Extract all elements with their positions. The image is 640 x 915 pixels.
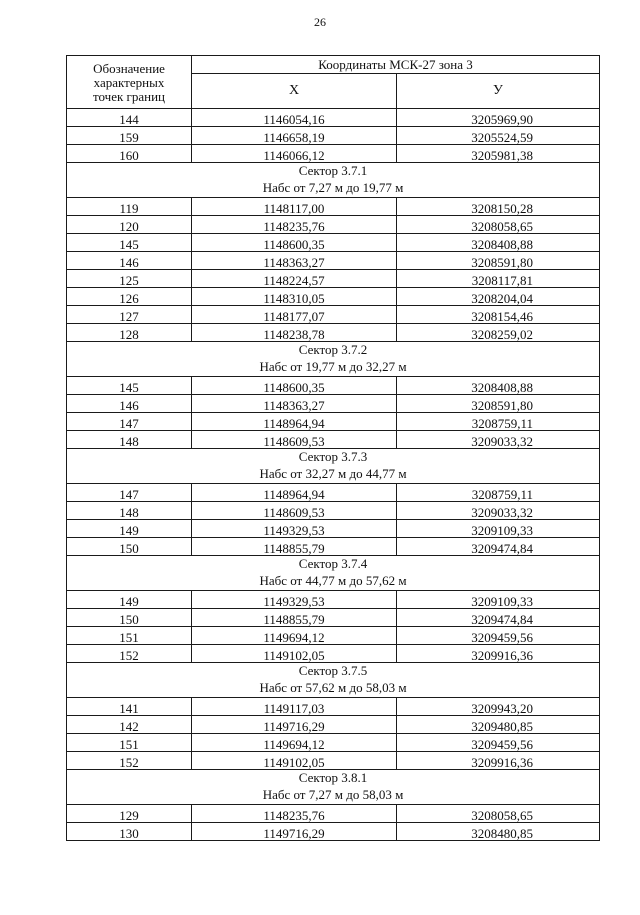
sector-title: Сектор 3.7.1 xyxy=(298,163,368,179)
y-coordinate-cell: 3208058,65 xyxy=(397,805,600,823)
x-coordinate-cell: 1148117,00 xyxy=(192,198,397,216)
point-cell: 126 xyxy=(67,288,192,306)
y-coordinate-cell: 3208759,11 xyxy=(397,413,600,431)
sector-title: Сектор 3.7.4 xyxy=(298,556,368,572)
y-coordinate-cell: 3205969,90 xyxy=(397,109,600,127)
sector-title: Сектор 3.7.3 xyxy=(298,449,368,465)
y-coordinate-cell: 3208408,88 xyxy=(397,234,600,252)
point-cell: 150 xyxy=(67,538,192,556)
y-coordinate-cell: 3208480,85 xyxy=(397,823,600,841)
point-cell: 125 xyxy=(67,270,192,288)
y-coordinate-cell: 3208591,80 xyxy=(397,252,600,270)
sector-heading xyxy=(67,342,600,377)
table-row xyxy=(67,734,600,752)
point-cell: 129 xyxy=(67,805,192,823)
point-cell: 159 xyxy=(67,127,192,145)
point-cell: 145 xyxy=(67,234,192,252)
sector-height-range: Набс от 7,27 м до 19,77 м xyxy=(262,180,404,195)
x-coordinate-cell: 1148600,35 xyxy=(192,234,397,252)
y-coordinate-cell: 3209480,85 xyxy=(397,716,600,734)
point-cell: 152 xyxy=(67,645,192,663)
x-coordinate-cell: 1148964,94 xyxy=(192,484,397,502)
x-coordinate-cell: 1148238,78 xyxy=(192,324,397,342)
y-coordinate-cell: 3205981,38 xyxy=(397,145,600,163)
table-row xyxy=(67,324,600,342)
y-coordinate-cell: 3209474,84 xyxy=(397,538,600,556)
sector-heading xyxy=(67,770,600,805)
x-coordinate-cell: 1148609,53 xyxy=(192,431,397,449)
coordinates-table-body xyxy=(67,56,600,841)
sector-row xyxy=(67,163,600,198)
x-coordinate-cell: 1148224,57 xyxy=(192,270,397,288)
table-row xyxy=(67,645,600,663)
table-row xyxy=(67,270,600,288)
point-cell: 130 xyxy=(67,823,192,841)
y-coordinate-cell: 3209459,56 xyxy=(397,734,600,752)
x-coordinate-cell: 1148363,27 xyxy=(192,252,397,270)
y-coordinate-cell: 3209916,36 xyxy=(397,645,600,663)
table-row xyxy=(67,234,600,252)
point-header-line-3: точек границ xyxy=(92,89,166,105)
x-coordinate-cell: 1146066,12 xyxy=(192,145,397,163)
sector-heading xyxy=(67,163,600,198)
x-coordinate-cell: 1148310,05 xyxy=(192,288,397,306)
table-row xyxy=(67,752,600,770)
point-cell: 147 xyxy=(67,413,192,431)
table-row xyxy=(67,609,600,627)
point-cell: 127 xyxy=(67,306,192,324)
y-column-header: У xyxy=(397,74,600,109)
x-coordinate-cell: 1149102,05 xyxy=(192,752,397,770)
sector-row xyxy=(67,449,600,484)
point-cell: 146 xyxy=(67,395,192,413)
y-coordinate-cell: 3209459,56 xyxy=(397,627,600,645)
x-coordinate-cell: 1146054,16 xyxy=(192,109,397,127)
sector-heading xyxy=(67,449,600,484)
x-coordinate-cell: 1148235,76 xyxy=(192,216,397,234)
sector-row xyxy=(67,770,600,805)
x-coordinate-cell: 1149694,12 xyxy=(192,734,397,752)
point-cell: 160 xyxy=(67,145,192,163)
sector-row xyxy=(67,556,600,591)
sector-row xyxy=(67,663,600,698)
y-coordinate-cell: 3208259,02 xyxy=(397,324,600,342)
sector-row xyxy=(67,342,600,377)
x-coordinate-cell: 1149102,05 xyxy=(192,645,397,663)
y-coordinate-cell: 3208154,46 xyxy=(397,306,600,324)
sector-title: Сектор 3.7.2 xyxy=(298,342,368,358)
sector-height-range: Набс от 44,77 м до 57,62 м xyxy=(259,573,407,588)
y-coordinate-cell: 3208759,11 xyxy=(397,484,600,502)
point-cell: 141 xyxy=(67,698,192,716)
point-cell: 152 xyxy=(67,752,192,770)
table-row xyxy=(67,306,600,324)
table-row xyxy=(67,395,600,413)
coordinate-system-header: Координаты МСК-27 зона 3 xyxy=(192,56,600,74)
table-row xyxy=(67,538,600,556)
sector-height-range: Набс от 57,62 м до 58,03 м xyxy=(259,680,407,695)
table-row xyxy=(67,216,600,234)
table-row xyxy=(67,591,600,609)
table-row xyxy=(67,109,600,127)
sector-heading xyxy=(67,663,600,698)
y-coordinate-cell: 3209916,36 xyxy=(397,752,600,770)
point-cell: 142 xyxy=(67,716,192,734)
sector-height-range: Набс от 32,27 м до 44,77 м xyxy=(259,466,407,481)
page-number: 26 xyxy=(314,15,326,29)
x-coordinate-cell: 1149329,53 xyxy=(192,591,397,609)
x-column-header: Х xyxy=(192,74,397,109)
y-coordinate-cell: 3209109,33 xyxy=(397,591,600,609)
point-cell: 119 xyxy=(67,198,192,216)
sector-heading xyxy=(67,556,600,591)
x-coordinate-cell: 1149716,29 xyxy=(192,823,397,841)
table-row xyxy=(67,502,600,520)
point-cell: 120 xyxy=(67,216,192,234)
x-coordinate-cell: 1149716,29 xyxy=(192,716,397,734)
coordinates-table xyxy=(66,55,600,841)
point-cell: 148 xyxy=(67,502,192,520)
point-cell: 145 xyxy=(67,377,192,395)
table-row xyxy=(67,520,600,538)
y-coordinate-cell: 3205524,59 xyxy=(397,127,600,145)
table-row xyxy=(67,823,600,841)
table-row xyxy=(67,145,600,163)
point-designation-header xyxy=(67,56,192,109)
y-coordinate-cell: 3209033,32 xyxy=(397,502,600,520)
y-coordinate-cell: 3208058,65 xyxy=(397,216,600,234)
table-row xyxy=(67,716,600,734)
table-row xyxy=(67,698,600,716)
table-row xyxy=(67,484,600,502)
point-cell: 147 xyxy=(67,484,192,502)
y-coordinate-cell: 3208204,04 xyxy=(397,288,600,306)
x-coordinate-cell: 1148363,27 xyxy=(192,395,397,413)
y-coordinate-cell: 3209474,84 xyxy=(397,609,600,627)
table-row xyxy=(67,127,600,145)
y-coordinate-cell: 3208591,80 xyxy=(397,395,600,413)
table-row xyxy=(67,377,600,395)
point-cell: 151 xyxy=(67,734,192,752)
table-row xyxy=(67,805,600,823)
sector-height-range: Набс от 7,27 м до 58,03 м xyxy=(262,787,404,802)
header-row-top xyxy=(67,56,600,74)
x-coordinate-cell: 1148609,53 xyxy=(192,502,397,520)
sector-title: Сектор 3.7.5 xyxy=(298,663,368,679)
table-row xyxy=(67,431,600,449)
point-header-line-2: характерных xyxy=(93,74,165,90)
y-coordinate-cell: 3209109,33 xyxy=(397,520,600,538)
x-coordinate-cell: 1148855,79 xyxy=(192,538,397,556)
point-cell: 149 xyxy=(67,520,192,538)
sector-height-range: Набс от 19,77 м до 32,27 м xyxy=(259,359,407,374)
x-coordinate-cell: 1149117,03 xyxy=(192,698,397,716)
x-coordinate-cell: 1146658,19 xyxy=(192,127,397,145)
y-coordinate-cell: 3209033,32 xyxy=(397,431,600,449)
table-row xyxy=(67,288,600,306)
x-coordinate-cell: 1149329,53 xyxy=(192,520,397,538)
table-row xyxy=(67,627,600,645)
point-cell: 128 xyxy=(67,324,192,342)
y-coordinate-cell: 3209943,20 xyxy=(397,698,600,716)
x-coordinate-cell: 1148964,94 xyxy=(192,413,397,431)
x-coordinate-cell: 1148235,76 xyxy=(192,805,397,823)
y-coordinate-cell: 3208408,88 xyxy=(397,377,600,395)
table-row xyxy=(67,252,600,270)
x-coordinate-cell: 1148600,35 xyxy=(192,377,397,395)
point-cell: 144 xyxy=(67,109,192,127)
point-cell: 148 xyxy=(67,431,192,449)
sector-title: Сектор 3.8.1 xyxy=(298,770,368,786)
y-coordinate-cell: 3208117,81 xyxy=(397,270,600,288)
point-cell: 149 xyxy=(67,591,192,609)
point-header-line-1: Обозначение xyxy=(93,60,165,76)
x-coordinate-cell: 1148177,07 xyxy=(192,306,397,324)
x-coordinate-cell: 1148855,79 xyxy=(192,609,397,627)
x-coordinate-cell: 1149694,12 xyxy=(192,627,397,645)
table-row xyxy=(67,198,600,216)
point-cell: 151 xyxy=(67,627,192,645)
y-coordinate-cell: 3208150,28 xyxy=(397,198,600,216)
point-cell: 146 xyxy=(67,252,192,270)
table-row xyxy=(67,413,600,431)
point-cell: 150 xyxy=(67,609,192,627)
